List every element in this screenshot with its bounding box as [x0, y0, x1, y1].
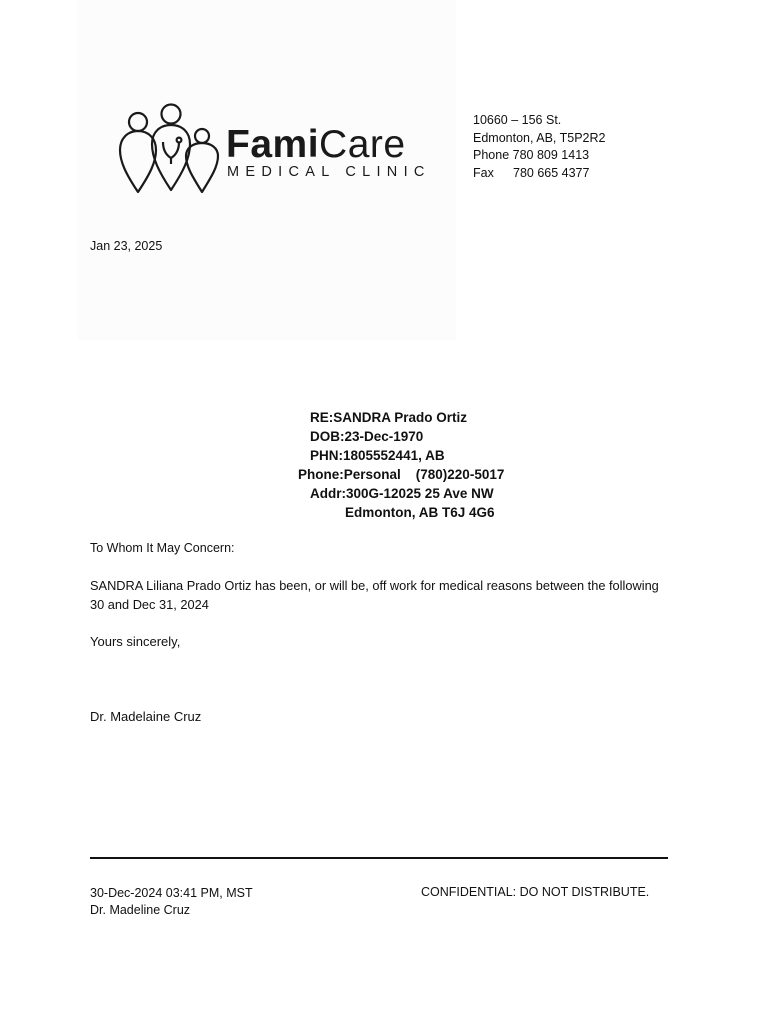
brand-name-light: Care [319, 123, 406, 166]
letter-date: Jan 23, 2025 [90, 239, 163, 253]
address-line-2: Edmonton, AB, T5P2R2 [473, 130, 606, 145]
signature-name: Dr. Madelaine Cruz [90, 709, 202, 724]
addr-label: Addr: [310, 486, 346, 501]
fax-label: Fax [473, 165, 494, 180]
re-value: SANDRA Prado Ortiz [333, 410, 468, 425]
re-label: RE: [310, 410, 334, 425]
addr-line-1: 300G-12025 25 Ave NW [346, 486, 494, 501]
patient-phone-value: Personal (780)220-5017 [343, 467, 505, 482]
phn-label: PHN: [310, 448, 343, 463]
closing: Yours sincerely, [90, 634, 181, 649]
fax-value: 780 665 4377 [513, 165, 590, 180]
clinic-logo [116, 100, 431, 200]
footer-timestamp: 30-Dec-2024 03:41 PM, MST [90, 886, 253, 900]
brand-name-bold: Fami [226, 123, 320, 166]
salutation: To Whom It May Concern: [90, 541, 235, 555]
patient-phone-line [298, 465, 504, 484]
clinic-address-block [473, 112, 606, 182]
confidential-notice: CONFIDENTIAL: DO NOT DISTRIBUTE. [421, 885, 650, 899]
phn-line [310, 446, 445, 465]
dob-label: DOB: [310, 429, 345, 444]
addr-line [310, 484, 494, 503]
phone-value: 780 809 1413 [512, 148, 590, 163]
fax-line [473, 165, 606, 183]
footer-meta [90, 885, 253, 919]
patient-phone-label: Phone: [298, 467, 344, 482]
clinic-brand-subtitle: MEDICAL CLINIC [227, 164, 431, 180]
addr-line-2: Edmonton, AB T6J 4G6 [345, 505, 495, 520]
footer-author: Dr. Madeline Cruz [90, 903, 191, 917]
dob-line [310, 427, 423, 446]
family-people-icon [116, 100, 222, 200]
phone-label: Phone [473, 148, 510, 163]
dob-value: 23-Dec-1970 [344, 429, 424, 444]
re-line [310, 408, 467, 427]
phn-value: 1805552441, AB [343, 448, 445, 463]
address-line-1: 10660 – 156 St. [473, 113, 562, 127]
letter-body: SANDRA Liliana Prado Ortiz has been, or will be, off work for medical reasons between the following 30 and Dec 31, 2024 [90, 578, 659, 612]
clinic-brand-name [226, 124, 406, 166]
footer-divider [90, 857, 668, 859]
phone-line [473, 147, 606, 165]
